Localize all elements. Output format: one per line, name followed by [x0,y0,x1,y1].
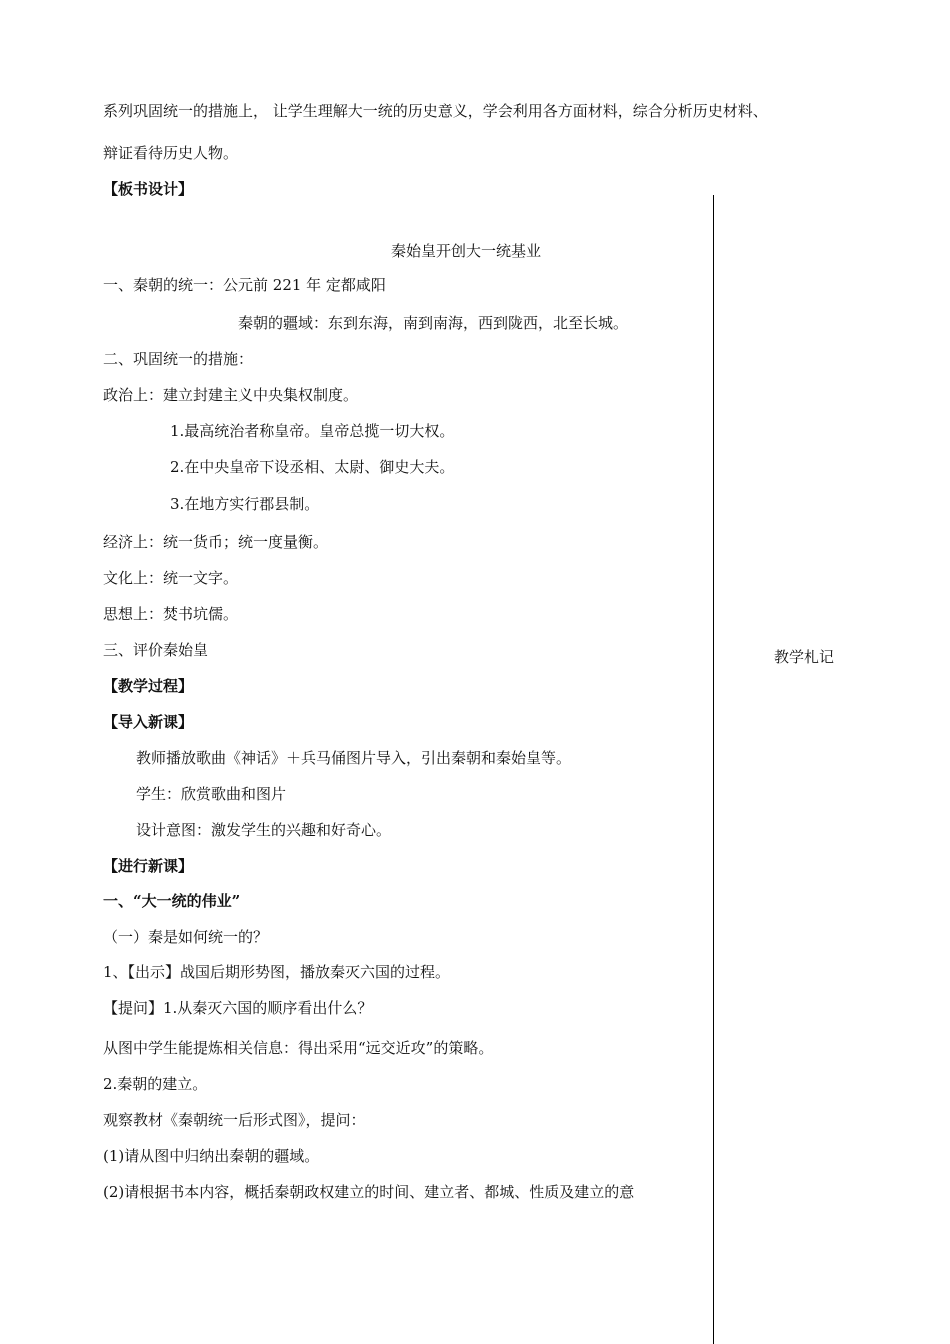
part-1-heading: 一、“大一统的伟业” [103,892,241,910]
new-lesson-heading: 【进行新课】 [103,857,194,875]
student-answer: 从图中学生能提炼相关信息：得出采用“远交近攻”的策略。 [103,1039,494,1057]
board-section-3: 三、评价秦始皇 [103,641,209,659]
observe-textbook: 观察教材《秦朝统一后形式图》，提问： [103,1111,366,1129]
board-title: 秦始皇开创大一统基业 [391,242,542,260]
intro-line-1: 系列巩固统一的措施上， 让学生理解大一统的历史意义，学会利用各方面材料，综合分析历史材料、 [103,102,768,120]
teaching-process-heading: 【教学过程】 [103,677,194,695]
board-section-1: 一、秦朝的统一：公元前 221 年 定都咸阳 [103,276,386,294]
board-political-3: 3.在地方实行郡县制。 [170,495,320,513]
intro-lesson-line-3: 设计意图：激发学生的兴趣和好奇心。 [136,821,392,839]
ask-question: 【提问】1.从秦灭六国的顺序看出什么？ [103,999,373,1017]
board-territory: 秦朝的疆域：东到东海，南到南海，西到陇西，北至长城。 [238,314,629,332]
question-2: (2)请根据书本内容，概括秦朝政权建立的时间、建立者、都城、性质及建立的意 [103,1183,635,1201]
board-cultural: 文化上：统一文字。 [103,569,239,587]
side-note-label: 教学札记 [774,648,835,666]
question-a: （一）秦是如何统一的？ [103,928,269,946]
intro-lesson-line-1: 教师播放歌曲《神话》＋兵马俑图片导入，引出秦朝和秦始皇等。 [136,749,572,767]
intro-lesson-line-2: 学生：欣赏歌曲和图片 [136,785,287,803]
board-section-2: 二、巩固统一的措施： [103,350,254,368]
board-ideological: 思想上：焚书坑儒。 [103,605,239,623]
board-design-heading: 【板书设计】 [103,180,194,198]
column-divider [713,195,714,1344]
show-map: 1、【出示】战国后期形势图，播放秦灭六国的过程。 [103,963,451,981]
intro-lesson-heading: 【导入新课】 [103,713,194,731]
item-2: 2.秦朝的建立。 [103,1075,208,1093]
board-political-2: 2.在中央皇帝下设丞相、太尉、御史大夫。 [170,458,455,476]
intro-line-2: 辩证看待历史人物。 [103,144,239,162]
question-1: (1)请从图中归纳出秦朝的疆域。 [103,1147,320,1165]
board-economic: 经济上：统一货币；统一度量衡。 [103,533,329,551]
board-political-1: 1.最高统治者称皇帝。皇帝总揽一切大权。 [170,422,455,440]
board-political: 政治上：建立封建主义中央集权制度。 [103,386,359,404]
